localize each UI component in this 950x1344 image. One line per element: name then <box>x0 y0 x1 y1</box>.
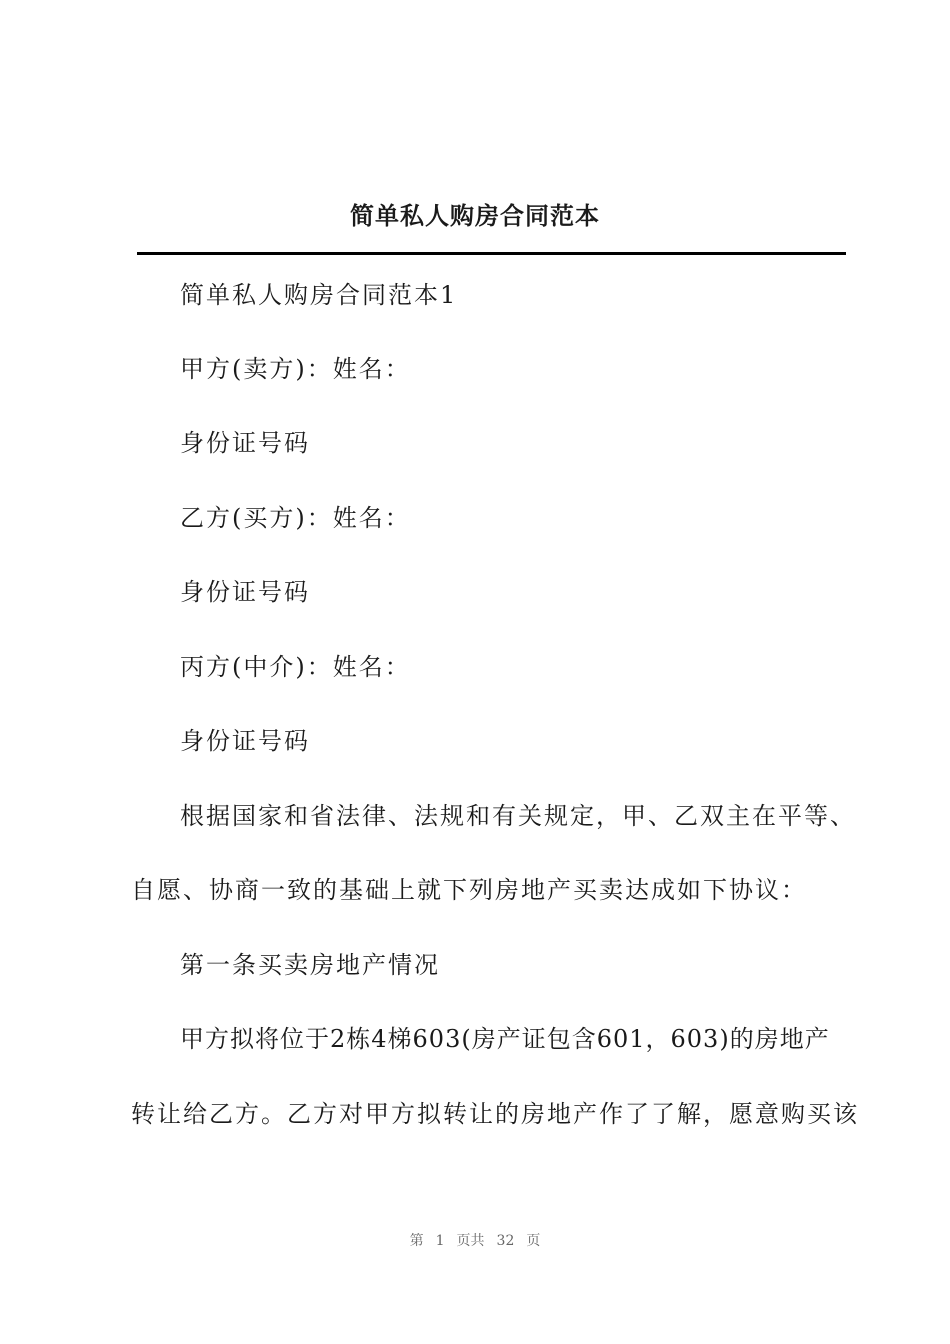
paragraph-line: 甲方拟将位于2栋4梯603(房产证包含601，603)的房地产 <box>180 1025 830 1053</box>
party-c-id: 身份证号码 <box>180 727 310 755</box>
title-divider <box>137 252 846 255</box>
section-heading: 简单私人购房合同范本1 <box>180 281 458 309</box>
party-b-name: 乙方(买方)：姓名： <box>180 504 411 532</box>
party-c-name: 丙方(中介)：姓名： <box>180 653 411 681</box>
footer-middle: 页共 <box>456 1233 485 1249</box>
page-footer <box>0 1230 950 1250</box>
party-a-name: 甲方(卖方)：姓名： <box>180 355 411 383</box>
party-b-id: 身份证号码 <box>180 578 310 606</box>
footer-total-pages: 32 <box>496 1233 515 1249</box>
footer-suffix: 页 <box>526 1233 541 1249</box>
document-title: 简单私人购房合同范本 <box>350 201 600 230</box>
footer-prefix: 第 <box>409 1233 424 1249</box>
paragraph-line: 根据国家和省法律、法规和有关规定，甲、乙双主在平等、 <box>180 802 856 830</box>
paragraph-line: 自愿、协商一致的基础上就下列房地产买卖达成如下协议： <box>131 876 807 904</box>
article-heading: 第一条买卖房地产情况 <box>180 951 440 979</box>
party-a-id: 身份证号码 <box>180 429 310 457</box>
footer-current-page: 1 <box>435 1233 445 1249</box>
paragraph-line: 转让给乙方。乙方对甲方拟转让的房地产作了了解，愿意购买该 <box>131 1100 859 1128</box>
